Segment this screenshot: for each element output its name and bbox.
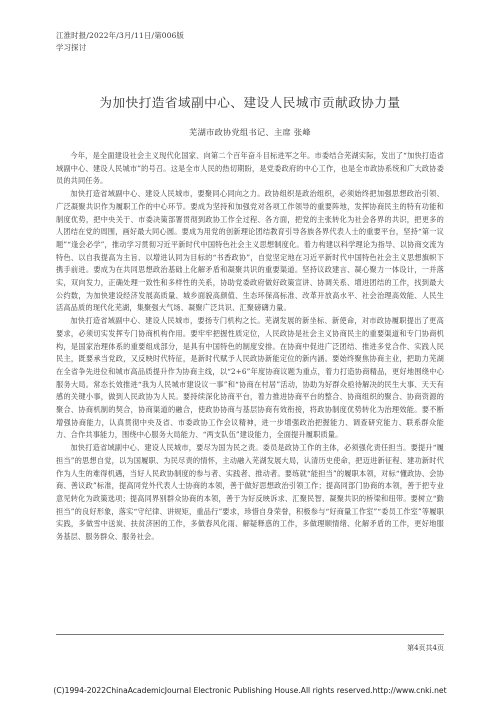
article-body (56, 150, 444, 544)
article-title: 为加快打造省域副中心、建设人民城市贡献政协力量 (99, 95, 401, 110)
paragraph: 今年，是全面建设社会主义现代化国家、向第二个百年奋斗目标进军之年。市委结合芜湖实际，发出了“加快打造省域副中心、建设人民城市”的号召。这是全市人民的热切期盼，是党委政府的中心工作，也是全市政协系统和广大政协委员的共同任务。 (56, 151, 444, 186)
page-number: 第4页共4页 (407, 644, 444, 652)
paragraph: 加快打造省域副中心、建设人民城市，要聚同心同向之力。政协组织是政治组织，必须始终把加强思想政治引领、广泛凝聚共识作为履职工作的中心环节。要成为坚持和加强党对各项工作领导的重要阵地，发挥协商民主的特有功能和制度优势，把中央关于、市委决策部署贯彻到政协工作全过程、各方面，把党的主张转化为社会各界的共识，把更多的人团结在党的周围，画好最大同心圆。要成为用党的创新理论团结教育引导各族各界代表人士的重要平台，坚持“第一议题”“逢会必学”，推动学习贯彻习近平新时代中国特色社会主义思想制度化。着力构建以科学理论为指导、以协商交流为特色、以自我提高为主旨、以增进认同为目标的“书香政协”，自觉坚定地在习近平新时代中国特色社会主义思想旗帜下携手前进。要成为在共同思想政治基础上化解矛盾和凝聚共识的重要渠道。坚持议政建言、凝心聚力一体设计，一并落实，双向发力，正确处理一致性和多样性的关系，协助党委政府做好政策宣讲、协调关系、增进团结的工作，找到最大公约数，为加快建设经济发展高质量、城乡面貌高颜值、生态环保高标准、改革开放高水平、社会治理高效能、人民生活高品质的现代化芜湖，集聚强大气场、凝聚广泛共识、汇聚磅礴力量。 (56, 189, 444, 313)
source-line: 江淮时报/2022年/3月/11日/第006版 (56, 31, 185, 40)
copyright-footer: (C)1994-2022ChinaAcademicJournal Electronic Publishing House.All rights reserved.http://www.cnki.net (53, 686, 447, 695)
paragraph: 加快打造省域副中心、建设人民城市，要扬专门机构之长。芜湖发展的新坐标、新使命，对市政协履职提出了更高要求，必须切实发挥专门协商机构作用。要牢牢把握性质定位，人民政协是社会主义协商民主的重要渠道和专门协商机构，是国家治理体系的重要组成部分，是具有中国特色的制度安排。在协商中促进广泛团结、推进多党合作、实践人民民主，既要承当党政，又反映时代特征，是新时代赋予人民政协新能定位的新内涵。要始终聚焦协商主业，把助力芜湖在全省争先进位和城市高品质提升作为协商主线，以“2+6”年度协商议题为重点，着力打造协商精品，更好地围绕中心服务大局。常态长效推进“我为人民城市建设议一事”和“协商在村居”活动，协助为好群众亟待解决的民生大事、天天有感的关键小事，做到人民政协为人民。要持续深化协商平台，着力推进协商平台的整合、协商组织的聚合、协商资源的聚合、协商机制的契合，协商渠道的融合，使政协协商与基层协商有效衔接，将政协制度优势转化为治理效能。要不断增强协商能力，认真贯彻中央及省、市委政协工作会议精神，进一步增强政治把握能力、调查研究能力、联系群众能力、合作共事能力，围绕中心服务大局能力、“两支队伍”建设能力，全面提升履职质量。 (56, 316, 444, 440)
divider (56, 634, 444, 635)
paragraph: 加快打造省域副中心、建设人民城市，要尽为国为民之责。委员是政协工作的主体，必须强化责任担当。要提升“履担当”的思想自觉，以为国履职、为民尽责的情怀，主动融入芜湖发展大局，认清历史使命，把迈进新征程、建功新时代作为人生的难得机遇，当好人民政协制度的参与者、实践者、推动者。要练就“能担当”的履职本领，对标“懂政协、会协商、善议政”标准，提高同党外代表人士协商的本领，善于做好思想政治引领工作；提高同部门协商的本领，善于把专业意见转化为政策选项；提高同界别群众协商的本领，善于为好反映诉求、汇聚民智、凝聚共识的桥梁和纽带。要树立“勤担当”的良好形象，落实“守纪律、讲规矩，重品行”要求，珍惜自身荣誉，积极参与“好商量工作室”“委员工作室”等履职实践，多做雪中送炭、扶贫济困的工作，多做春风化雨、解疑释惑的工作，多做理顺情绪、化解矛盾的工作，更好地服务基层、服务群众、服务社会。 (56, 443, 444, 542)
article-author: 芜湖市政协党组书记、主席 张峰 (189, 127, 311, 137)
section-label: 学习探讨 (56, 43, 87, 52)
